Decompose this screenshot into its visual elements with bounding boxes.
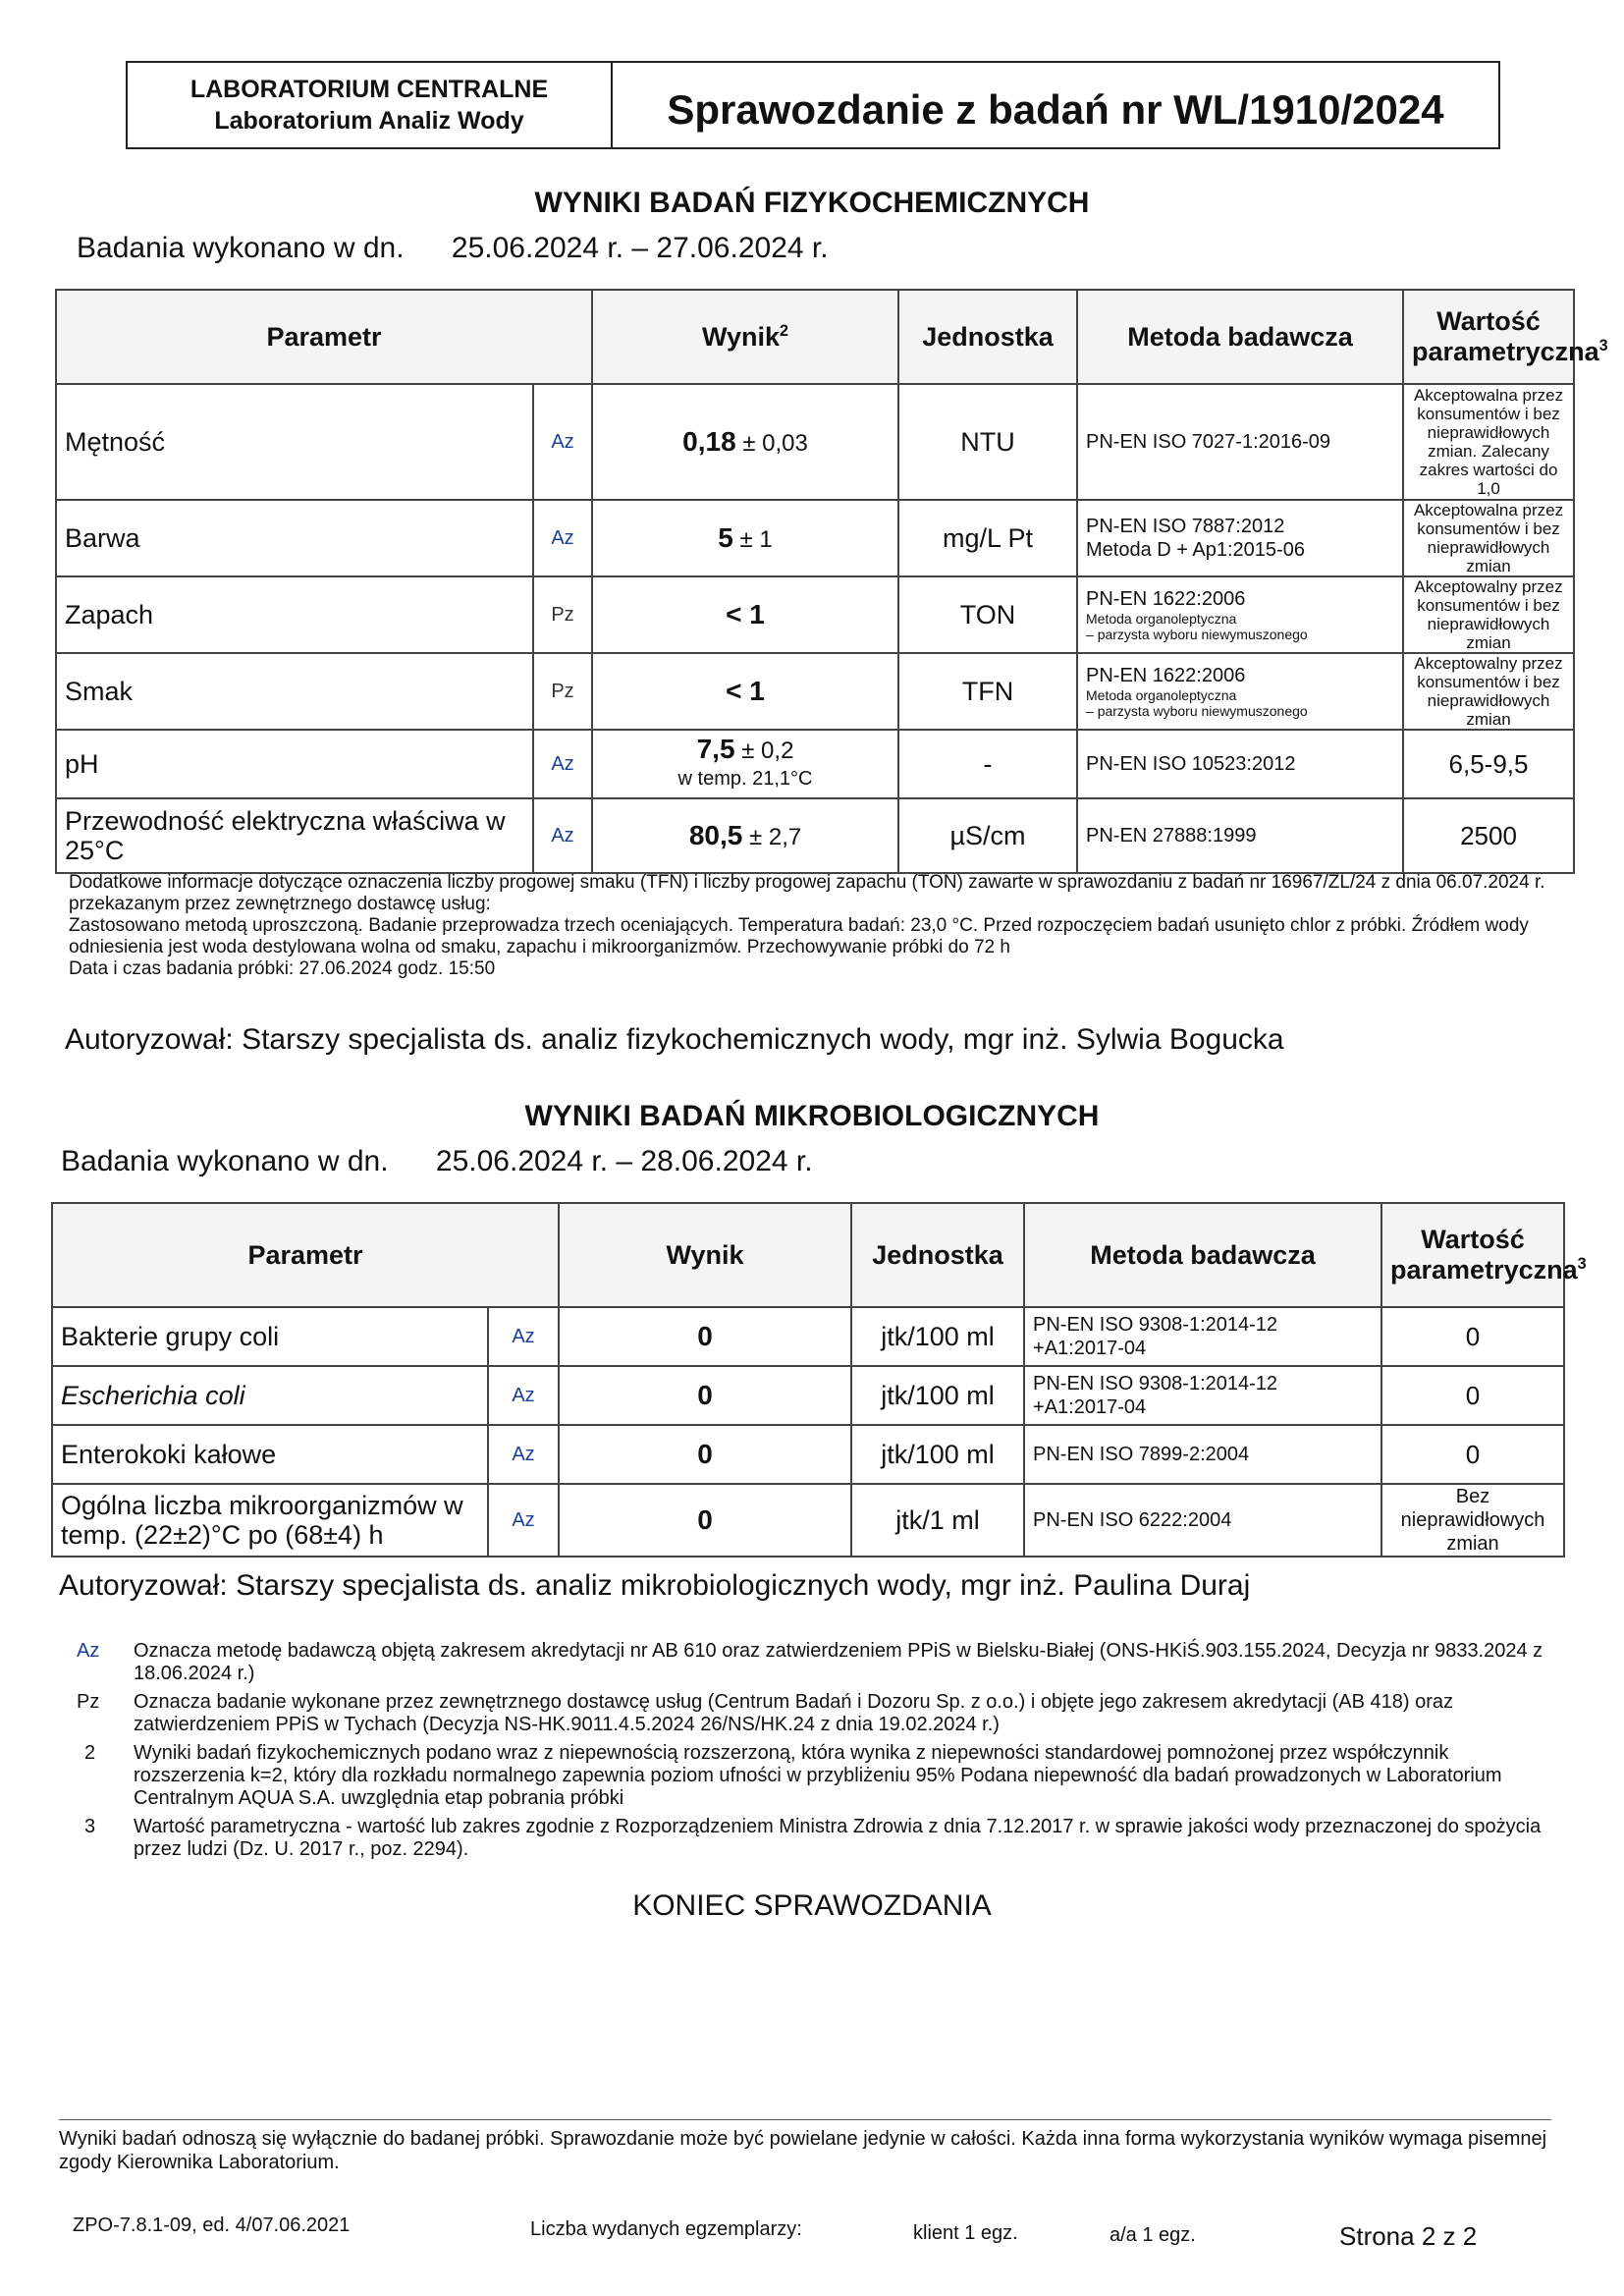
col-header-method: Metoda badawcza xyxy=(1024,1203,1381,1307)
method-line1: PN-EN ISO 7887:2012 xyxy=(1086,516,1285,537)
lab-name-box xyxy=(128,63,613,147)
footnote xyxy=(77,1816,1549,1861)
result-value xyxy=(592,798,898,873)
result-number: 0 xyxy=(697,1439,713,1469)
table-row xyxy=(56,576,1574,653)
param-name: Ogólna liczba mikroorganizmów w temp. (22±2)°C po (68±4) h xyxy=(52,1484,488,1557)
report-title: Sprawozdanie z badań nr WL/1910/2024 xyxy=(667,86,1444,133)
footnote-text: Oznacza badanie wykonane przez zewnętrznego dostawcę usług (Centrum Badań i Dozoru Sp. z o.o.) i objęte jego zakresem akredytacji (AB 418) oraz zatwierdzeniem PPiS w Tychach (Decyzja NS-HK.9011.4.5.2024 26/NS/HK.24 z dnia 19.02.2024 r.) xyxy=(134,1691,1454,1735)
method-line2: Metoda organoleptyczna xyxy=(1086,611,1237,627)
col-header-limit-sup: 3 xyxy=(1598,337,1608,355)
method-line1: PN-EN ISO 9308-1:2014-12 xyxy=(1033,1373,1278,1394)
method-line1: PN-EN ISO 9308-1:2014-12 xyxy=(1033,1314,1278,1336)
method: PN-EN 27888:1999 xyxy=(1077,798,1403,873)
parametric-value: 6,5-9,5 xyxy=(1403,730,1574,798)
micro-dates-label: Badania wykonano w dn. xyxy=(61,1145,389,1177)
param-name: Bakterie grupy coli xyxy=(52,1307,488,1366)
footnote xyxy=(77,1640,1549,1685)
method-line2: +A1:2017-04 xyxy=(1033,1338,1147,1359)
result-number: 0 xyxy=(697,1380,713,1410)
footnotes xyxy=(77,1640,1549,1861)
copies-label: Liczba wydanych egzemplarzy: xyxy=(530,2218,802,2240)
table-row xyxy=(52,1484,1564,1557)
unit: NTU xyxy=(898,384,1077,500)
result-uncertainty: ± 2,7 xyxy=(749,824,802,850)
result-value xyxy=(559,1484,851,1557)
col-header-limit-text: Wartość parametryczna xyxy=(1390,1225,1578,1285)
footnote-key: 3 xyxy=(84,1816,96,1837)
table-row xyxy=(56,653,1574,730)
result-value xyxy=(559,1366,851,1425)
result-number: 5 xyxy=(718,522,733,553)
table-row xyxy=(56,384,1574,500)
param-name: Enterokoki kałowe xyxy=(52,1425,488,1484)
accreditation-mark: Az xyxy=(488,1307,559,1366)
accreditation-mark: Az xyxy=(533,500,592,576)
result-number: 0 xyxy=(697,1321,713,1351)
accreditation-mark: Az xyxy=(533,798,592,873)
parametric-value: Akceptowalny przez konsumentów i bez nieprawidłowych zmian xyxy=(1403,653,1574,730)
param-name: pH xyxy=(56,730,533,798)
note-line: Data i czas badania próbki: 27.06.2024 godz. 15:50 xyxy=(69,958,496,979)
result-value xyxy=(592,653,898,730)
accreditation-mark: Az xyxy=(488,1425,559,1484)
footnote-key: 2 xyxy=(84,1742,96,1764)
table-row xyxy=(52,1425,1564,1484)
note-line: Zastosowano metodą uproszczoną. Badanie przeprowadza trzech oceniających. Temperatura badań: 23,0 °C. Przed rozpoczęciem badań usunięto chlor z próbki. Źródłem wody odniesienia jest woda destylowana wolna od smaku, zapachu i mikroorganizmów. Przechowywanie próbki do 72 h xyxy=(69,915,1529,957)
method-line1: PN-EN 1622:2006 xyxy=(1086,665,1246,686)
result-number: 0,18 xyxy=(682,426,736,457)
physchem-dates xyxy=(77,232,868,265)
accreditation-mark: Az xyxy=(533,384,592,500)
col-header-unit: Jednostka xyxy=(851,1203,1024,1307)
result-number: < 1 xyxy=(726,676,765,706)
param-name: Escherichia coli xyxy=(52,1366,488,1425)
end-of-report: KONIEC SPRAWOZDANIA xyxy=(632,1889,992,1922)
accreditation-mark: Pz xyxy=(533,653,592,730)
method: PN-EN ISO 6222:2004 xyxy=(1024,1484,1381,1557)
accreditation-mark: Az xyxy=(533,730,592,798)
param-name: Barwa xyxy=(56,500,533,576)
method-line2: Metoda D + Ap1:2015-06 xyxy=(1086,539,1305,561)
lab-name-line2: Laboratorium Analiz Wody xyxy=(214,107,524,135)
unit: - xyxy=(898,730,1077,798)
copies-client: klient 1 egz. xyxy=(913,2222,1018,2244)
col-header-param: Parametr xyxy=(56,290,592,384)
footnote xyxy=(77,1742,1549,1810)
method-line3: – parzysta wyboru niewymuszonego xyxy=(1086,703,1308,719)
method: PN-EN ISO 7899-2:2004 xyxy=(1024,1425,1381,1484)
result-value xyxy=(592,500,898,576)
result-value xyxy=(592,384,898,500)
physchem-dates-label: Badania wykonano w dn. xyxy=(77,232,405,264)
col-header-limit xyxy=(1381,1203,1587,1307)
method-line2: Metoda organoleptyczna xyxy=(1086,687,1237,703)
accreditation-mark: Pz xyxy=(533,576,592,653)
method xyxy=(1024,1307,1381,1366)
table-row xyxy=(56,730,1574,798)
result-number: 0 xyxy=(697,1504,713,1535)
parametric-value: 0 xyxy=(1381,1307,1564,1366)
footnote-text: Oznacza metodę badawczą objętą zakresem akredytacji nr AB 610 oraz zatwierdzeniem PPiS w Bielsku-Białej (ONS-HKiŚ.903.155.2024, Decyzja nr 9833.2024 z 18.06.2024 r.) xyxy=(134,1640,1543,1684)
unit: jtk/100 ml xyxy=(851,1307,1024,1366)
method xyxy=(1077,576,1403,653)
parametric-value: Akceptowalna przez konsumentów i bez nieprawidłowych zmian. Zalecany zakres wartości do 1,0 xyxy=(1403,384,1574,500)
footnote xyxy=(77,1691,1549,1736)
page-number: Strona 2 z 2 xyxy=(1339,2221,1478,2251)
method-line1: PN-EN 1622:2006 xyxy=(1086,588,1246,610)
lab-name-line1: LABORATORIUM CENTRALNE xyxy=(189,76,549,103)
result-value xyxy=(592,576,898,653)
micro-authorized: Autoryzował: Starszy specjalista ds. analiz mikrobiologicznych wody, mgr inż. Paulina Duraj xyxy=(59,1569,1251,1602)
param-name: Przewodność elektryczna właściwa w 25°C xyxy=(56,798,533,873)
physchem-notes xyxy=(69,872,1551,980)
table-row xyxy=(56,500,1574,576)
result-value xyxy=(592,730,898,798)
method xyxy=(1077,653,1403,730)
parametric-value: 0 xyxy=(1381,1366,1564,1425)
param-name: Mętność xyxy=(56,384,533,500)
result-uncertainty: ± 1 xyxy=(739,526,773,553)
accreditation-mark: Az xyxy=(488,1484,559,1557)
method: PN-EN ISO 7027-1:2016-09 xyxy=(1077,384,1403,500)
unit: TON xyxy=(898,576,1077,653)
col-header-limit xyxy=(1403,290,1608,384)
result-number: 7,5 xyxy=(696,734,735,764)
result-number: 80,5 xyxy=(688,820,743,850)
footer-divider xyxy=(59,2119,1551,2120)
micro-table xyxy=(51,1202,1587,1558)
parametric-value: 2500 xyxy=(1403,798,1574,873)
result-uncertainty: ± 0,2 xyxy=(741,738,794,764)
note-line: Dodatkowe informacje dotyczące oznaczenia liczby progowej smaku (TFN) i liczby progowej zapachu (TON) zawarte w sprawozdaniu z badań nr 16967/ZL/24 z dnia 06.07.2024 r. przekazanym przez zewnętrznego dostawcę usług: xyxy=(69,872,1545,914)
footer-disclaimer: Wyniki badań odnoszą się wyłącznie do badanej próbki. Sprawozdanie może być powielane jedynie w całości. Każda inna forma wykorzystania wyników wymaga pisemnej zgody Kierownika Laboratorium. xyxy=(59,2128,1547,2173)
col-header-limit-text: Wartość parametryczna xyxy=(1412,306,1599,366)
param-name: Zapach xyxy=(56,576,533,653)
physchem-dates-value: 25.06.2024 r. – 27.06.2024 r. xyxy=(451,232,829,264)
col-header-param: Parametr xyxy=(52,1203,559,1307)
parametric-value: 0 xyxy=(1381,1425,1564,1484)
copies-aa: a/a 1 egz. xyxy=(1110,2224,1196,2246)
table-row xyxy=(52,1366,1564,1425)
result-value xyxy=(559,1425,851,1484)
parametric-value: Akceptowalny przez konsumentów i bez nieprawidłowych zmian xyxy=(1403,576,1574,653)
col-header-method: Metoda badawcza xyxy=(1077,290,1403,384)
unit: mg/L Pt xyxy=(898,500,1077,576)
result-uncertainty: ± 0,03 xyxy=(742,430,808,457)
accreditation-mark: Az xyxy=(488,1366,559,1425)
unit: µS/cm xyxy=(898,798,1077,873)
report-header xyxy=(126,61,1500,149)
col-header-result-text: Wynik xyxy=(701,321,781,352)
physchem-authorized: Autoryzował: Starszy specjalista ds. analiz fizykochemicznych wody, mgr inż. Sylwia Bogucka xyxy=(65,1023,1284,1056)
method: PN-EN ISO 10523:2012 xyxy=(1077,730,1403,798)
param-name: Smak xyxy=(56,653,533,730)
micro-section-title: WYNIKI BADAŃ MIKROBIOLOGICZNYCH xyxy=(524,1100,1100,1132)
unit: TFN xyxy=(898,653,1077,730)
col-header-unit: Jednostka xyxy=(898,290,1077,384)
unit: jtk/1 ml xyxy=(851,1484,1024,1557)
parametric-value: Bez nieprawidłowych zmian xyxy=(1381,1484,1564,1557)
form-code: ZPO-7.8.1-09, ed. 4/07.06.2021 xyxy=(73,2214,351,2236)
result-temperature: w temp. 21,1°C xyxy=(677,768,813,790)
col-header-limit-sup: 3 xyxy=(1577,1255,1587,1273)
method xyxy=(1024,1366,1381,1425)
table-row xyxy=(56,798,1574,873)
footnote-key: Az xyxy=(77,1640,100,1662)
physchem-section-title: WYNIKI BADAŃ FIZYKOCHEMICZNYCH xyxy=(534,187,1090,219)
col-header-result xyxy=(592,290,898,384)
micro-dates-value: 25.06.2024 r. – 28.06.2024 r. xyxy=(435,1145,813,1177)
footnote-key: Pz xyxy=(77,1691,100,1713)
physchem-table xyxy=(55,289,1608,874)
unit: jtk/100 ml xyxy=(851,1425,1024,1484)
parametric-value: Akceptowalna przez konsumentów i bez nieprawidłowych zmian xyxy=(1403,500,1574,576)
table-row xyxy=(52,1307,1564,1366)
result-value xyxy=(559,1307,851,1366)
method xyxy=(1077,500,1403,576)
micro-dates xyxy=(61,1145,852,1178)
col-header-result-sup: 2 xyxy=(780,321,789,340)
footnote-text: Wartość parametryczna - wartość lub zakres zgodnie z Rozporządzeniem Ministra Zdrowia z dnia 7.12.2017 r. w sprawie jakości wody przeznaczonej do spożycia przez ludzi (Dz. U. 2017 r., poz. 2294). xyxy=(134,1816,1542,1860)
method-line3: – parzysta wyboru niewymuszonego xyxy=(1086,627,1308,642)
method-line2: +A1:2017-04 xyxy=(1033,1396,1147,1418)
result-number: < 1 xyxy=(726,599,765,629)
col-header-result: Wynik xyxy=(559,1203,851,1307)
footnote-text: Wyniki badań fizykochemicznych podano wraz z niepewnością rozszerzoną, która wynika z niepewności standardowej pomnożonej przez współczynnik rozszerzenia k=2, który dla rozkładu normalnego zapewnia poziom ufności w przybliżeniu 95% Podana niepewność dla badań prowadzonych w Laboratorium Centralnym AQUA S.A. uwzględnia etap pobrania próbki xyxy=(134,1742,1502,1809)
unit: jtk/100 ml xyxy=(851,1366,1024,1425)
